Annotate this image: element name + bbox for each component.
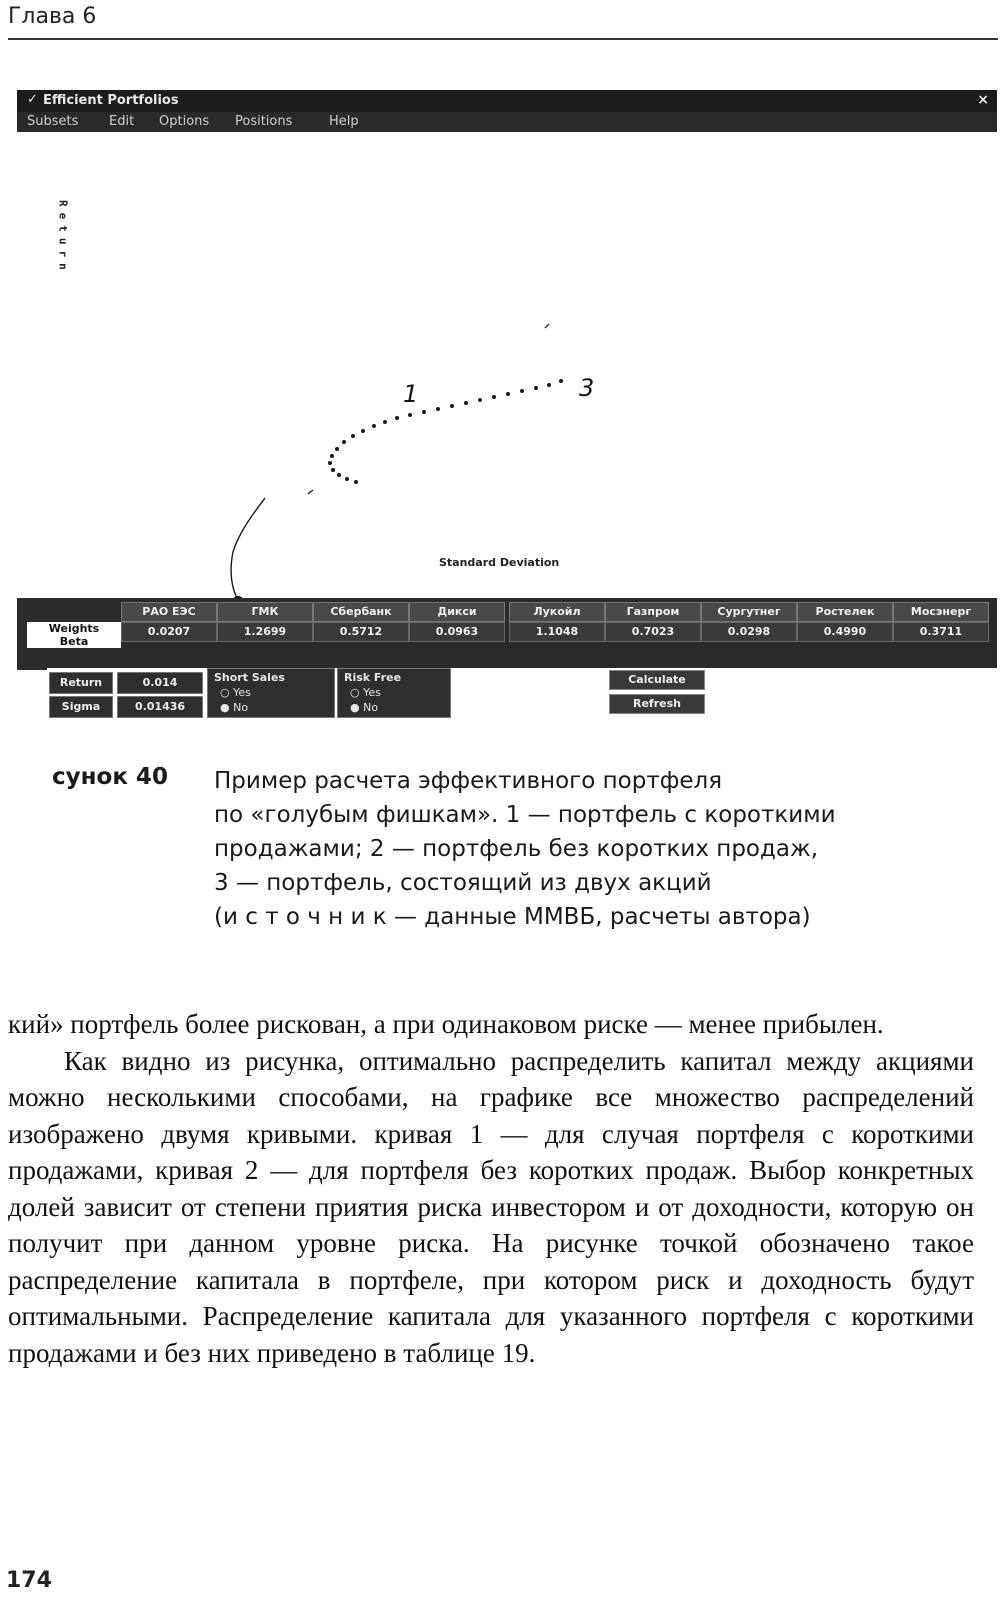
menu-options[interactable]: Options — [159, 114, 210, 129]
short-sales-yes-option[interactable]: ○ Yes — [220, 686, 251, 699]
figure-label: сунок 40 — [52, 764, 168, 790]
running-head-rule — [8, 38, 998, 40]
column-header-gmk: ГМК — [217, 602, 313, 622]
menu-edit[interactable]: Edit — [109, 114, 135, 129]
weight-value-mosenergo[interactable]: 0.3711 — [893, 622, 989, 642]
column-header-raoees: РАО ЕЭС — [121, 602, 217, 622]
curve-1-upper-segment — [545, 324, 549, 328]
weights-beta-label — [27, 622, 121, 648]
y-axis-label: Return — [56, 200, 70, 276]
caption-line: по «голубым фишкам». 1 — портфель с короткими — [214, 802, 836, 828]
return-label: Return — [49, 672, 113, 694]
risk-free-no-label: No — [363, 701, 379, 714]
weight-value-surgutneftegaz[interactable]: 0.0298 — [701, 622, 797, 642]
efficient-portfolios-window — [17, 90, 997, 742]
risk-free-title: Risk Free — [344, 671, 402, 684]
weights-label: Weights — [48, 622, 100, 635]
column-header-diksi: Дикси — [409, 602, 505, 622]
page-number: 174 — [6, 1568, 52, 1593]
paragraph: кий» портфель более рискован, а при одинаковом риске — менее прибылен. — [8, 1009, 884, 1039]
paragraph: Как видно из рисунка, оптимально распределить капитал между акциями можно несколькими способами, на графике все множество распределений изображено двумя кривыми. кривая 1 — для случая портфеля с короткими продажами, кривая 2 — для портфеля без коротких продаж. Выбор конкретных долей зависит от степени приятия риска инвестором и от доходности, которую он получит при данном уровне риска. На рисунке точкой обозначено такое распределение капитала в портфеле, при котором риск и доходность будут оптимальными. Распределение капитала для указанного портфеля с короткими продажами и без них приведено в таблице 19. — [8, 1045, 974, 1368]
weight-value-rostelecom[interactable]: 0.4990 — [797, 622, 893, 642]
window-title: Efficient Portfolios — [43, 93, 179, 108]
short-sales-yes-label: Yes — [233, 686, 251, 699]
calculate-button[interactable]: Calculate — [609, 670, 705, 690]
weight-value-raoees[interactable]: 0.0207 — [121, 622, 217, 642]
column-header-mosenergo: Мосэнерг — [893, 602, 989, 622]
weight-value-gmk[interactable]: 1.2699 — [217, 622, 313, 642]
short-sales-no-label: No — [233, 701, 249, 714]
window-titlebar — [17, 90, 997, 112]
risk-free-group — [337, 668, 451, 718]
sigma-value-field[interactable]: 0.01436 — [117, 696, 203, 718]
menu-subsets[interactable]: Subsets — [27, 114, 79, 129]
menu-positions[interactable]: Positions — [235, 114, 293, 129]
short-sales-group — [207, 668, 335, 718]
risk-free-no-option[interactable]: ● No — [350, 701, 379, 714]
weight-value-diksi[interactable]: 0.0963 — [409, 622, 505, 642]
column-header-gazprom: Газпром — [605, 602, 701, 622]
short-sales-no-option[interactable]: ● No — [220, 701, 249, 714]
column-header-sberbank: Сбербанк — [313, 602, 409, 622]
weight-value-lukoil[interactable]: 1.1048 — [509, 622, 605, 642]
close-icon[interactable]: × — [977, 92, 989, 108]
column-header-rostelecom: Ростелек — [797, 602, 893, 622]
column-header-lukoil: Лукойл — [509, 602, 605, 622]
curve-label-1: 1 — [403, 380, 419, 408]
app-icon: ✓ — [27, 92, 38, 107]
short-sales-title: Short Sales — [214, 671, 285, 684]
caption-line: (и с т о ч н и к — данные ММВБ, расчеты автора) — [214, 904, 811, 930]
caption-line: Пример расчета эффективного портфеля — [214, 768, 723, 794]
caption-line: 3 — портфель, состоящий из двух акций — [214, 870, 712, 896]
weight-value-gazprom[interactable]: 0.7023 — [605, 622, 701, 642]
risk-free-yes-label: Yes — [363, 686, 381, 699]
return-value-field[interactable]: 0.014 — [117, 672, 203, 694]
weight-value-sberbank[interactable]: 0.5712 — [313, 622, 409, 642]
column-header-surgutneftegaz: Сургутнег — [701, 602, 797, 622]
figure-caption-text — [214, 764, 836, 934]
caption-line: продажами; 2 — портфель без коротких продаж, — [214, 836, 819, 862]
efficient-frontier-plot — [17, 132, 997, 598]
sigma-label: Sigma — [49, 696, 113, 718]
menu-help[interactable]: Help — [329, 114, 359, 129]
beta-label: Beta — [59, 635, 89, 648]
curve-1-dots — [328, 379, 563, 484]
body-text — [8, 1006, 974, 1371]
running-head: Глава 6 — [8, 4, 97, 29]
refresh-button[interactable]: Refresh — [609, 694, 705, 714]
x-axis-label: Standard Deviation — [439, 556, 560, 569]
risk-free-yes-option[interactable]: ○ Yes — [350, 686, 381, 699]
menu-bar — [17, 112, 997, 132]
curve-label-3: 3 — [579, 374, 595, 402]
